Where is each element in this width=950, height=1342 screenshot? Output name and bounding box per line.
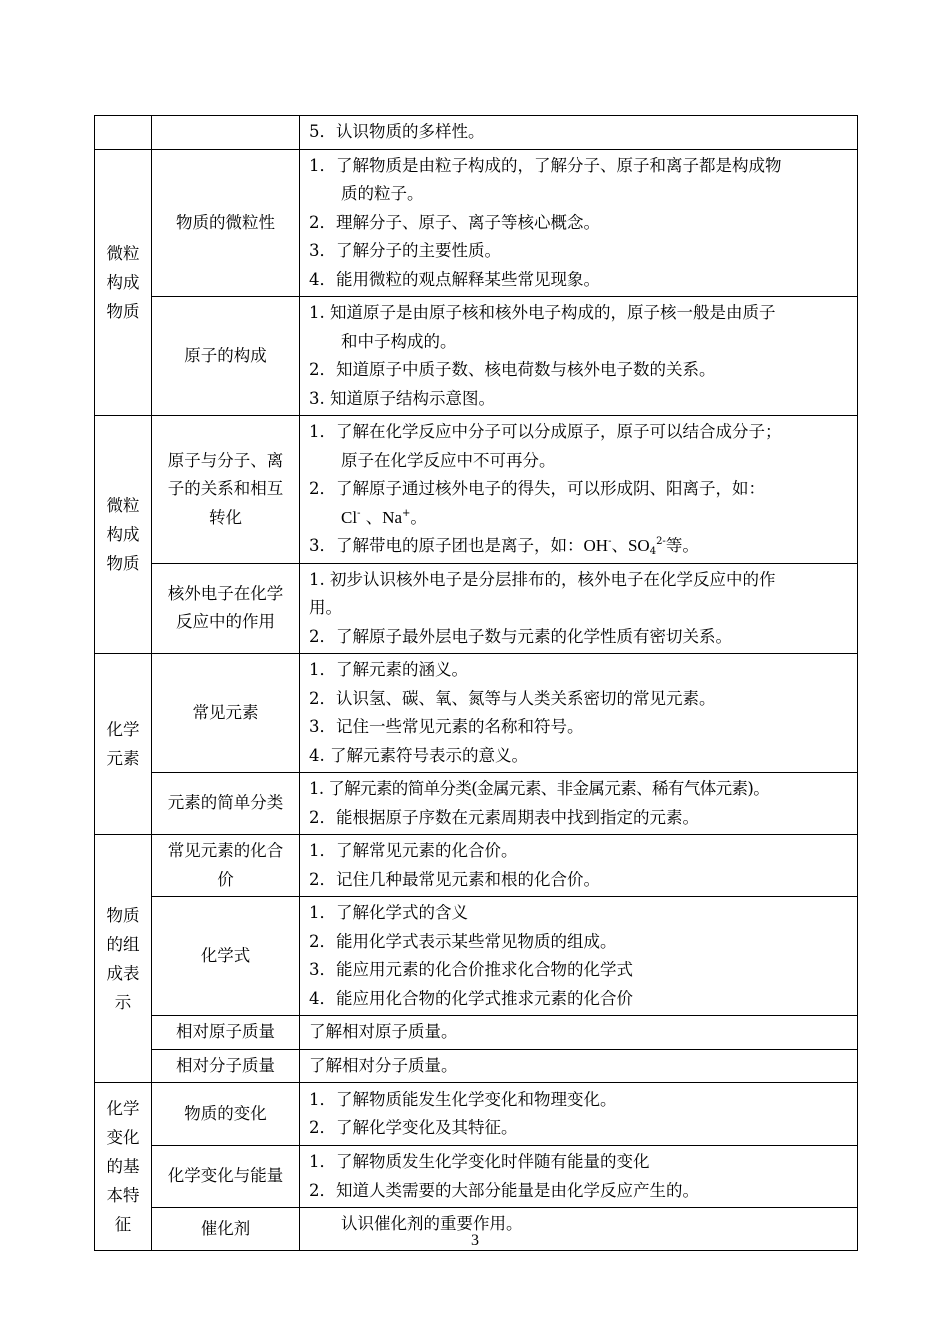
curriculum-table	[94, 115, 858, 1251]
topic-cell: 常见元素	[152, 654, 300, 773]
category-cell	[95, 116, 152, 150]
requirement-item: 4．能用微粒的观点解释某些常见现象。	[309, 269, 600, 289]
requirement-item: 1．了解化学式的含义	[309, 903, 468, 922]
category-cell: 物质的组成表示	[95, 835, 152, 1083]
table-row	[95, 835, 858, 897]
requirement-item: 1. 初步认识核外电子是分层排布的，核外电子在化学反应中的作 用。	[309, 569, 776, 617]
requirement-item: 4．能应用化合物的化学式推求元素的化合价	[309, 988, 633, 1008]
requirement-cell	[300, 149, 858, 297]
requirement-cell	[300, 1016, 858, 1050]
requirement-item: 2．认识氢、碳、氧、氮等与人类关系密切的常见元素。	[309, 688, 716, 708]
requirement-cell	[300, 297, 858, 416]
table-row	[95, 416, 858, 564]
topic-cell	[152, 116, 300, 150]
table-row	[95, 116, 858, 150]
requirement-cell	[300, 1146, 858, 1208]
topic-cell: 核外电子在化学反应中的作用	[152, 563, 300, 654]
requirement-item: 2．了解原子通过核外电子的得失，可以形成阴、阳离子，如：	[309, 479, 765, 498]
topic-cell: 相对原子质量	[152, 1016, 300, 1050]
requirement-item: 3．记住一些常见元素的名称和符号。	[309, 717, 584, 736]
category-cell: 微粒构成物质	[95, 416, 152, 654]
table-row	[95, 897, 858, 1016]
table-row	[95, 297, 858, 416]
requirement-item: 2．知道人类需要的大部分能量是由化学反应产生的。	[309, 1180, 699, 1200]
requirement-item: 1. 知道原子是由原子核和核外电子构成的，原子核一般是由质子 和中子构成的。	[309, 303, 776, 351]
requirement-item: 1．了解物质发生化学变化时伴随有能量的变化	[309, 1152, 650, 1171]
category-cell: 化学元素	[95, 654, 152, 835]
requirement-cell	[300, 1049, 858, 1083]
topic-cell: 化学变化与能量	[152, 1146, 300, 1208]
table-row	[95, 1083, 858, 1146]
requirement-item: 2．能根据原子序数在元素周期表中找到指定的元素。	[309, 807, 699, 827]
requirement-item: 认识催化剂的重要作用。	[341, 1214, 523, 1233]
requirement-item: 1. 了解元素的简单分类(金属元素、非金属元素、稀有气体元素)。	[309, 779, 770, 798]
requirement-item: 了解相对分子质量。	[309, 1055, 458, 1075]
requirement-item: 2．了解化学变化及其特征。	[309, 1118, 518, 1137]
requirement-cell	[300, 1083, 858, 1146]
requirement-cell	[300, 563, 858, 654]
ion-examples: Cl- 、Na+。	[341, 507, 427, 527]
requirement-item: 5．认识物质的多样性。	[309, 122, 485, 141]
requirement-item: 2．能用化学式表示某些常见物质的组成。	[309, 931, 617, 951]
table-row	[95, 654, 858, 773]
topic-cell: 催化剂	[152, 1208, 300, 1251]
topic-cell: 常见元素的化合价	[152, 835, 300, 897]
requirement-cell	[300, 897, 858, 1016]
requirement-cell	[300, 416, 858, 564]
topic-cell: 元素的简单分类	[152, 773, 300, 835]
requirement-item: 1．了解常见元素的化合价。	[309, 841, 518, 860]
requirement-item: 3．能应用元素的化合价推求化合物的化学式	[309, 960, 633, 979]
requirement-item: 2．了解原子最外层电子数与元素的化学性质有密切关系。	[309, 626, 732, 646]
table-row	[95, 1049, 858, 1083]
page-number: 3	[471, 1232, 479, 1249]
topic-cell: 物质的变化	[152, 1083, 300, 1146]
category-cell: 化学变化的基本特征	[95, 1083, 152, 1251]
requirement-item: 1．了解在化学反应中分子可以分成原子，原子可以结合成分子； 原子在化学反应中不可再分。	[309, 422, 782, 470]
table-row	[95, 1016, 858, 1050]
topic-cell: 原子的构成	[152, 297, 300, 416]
topic-cell: 原子与分子、离子的关系和相互转化	[152, 416, 300, 564]
requirement-item: 2．理解分子、原子、离子等核心概念。	[309, 212, 600, 232]
requirement-item: 3. 知道原子结构示意图。	[309, 388, 495, 408]
requirement-item: 1．了解物质能发生化学变化和物理变化。	[309, 1089, 617, 1109]
table-row	[95, 149, 858, 297]
table-row	[95, 773, 858, 835]
requirement-item: 4. 了解元素符号表示的意义。	[309, 745, 528, 765]
table-row	[95, 1146, 858, 1208]
topic-cell: 化学式	[152, 897, 300, 1016]
category-cell: 微粒构成物质	[95, 149, 152, 416]
requirement-cell	[300, 654, 858, 773]
requirement-item: 了解相对原子质量。	[309, 1022, 458, 1041]
requirement-item: 2．知道原子中质子数、核电荷数与核外电子数的关系。	[309, 360, 716, 379]
topic-cell: 相对分子质量	[152, 1049, 300, 1083]
requirement-cell	[300, 773, 858, 835]
topic-cell: 物质的微粒性	[152, 149, 300, 297]
requirement-item: 3．了解带电的原子团也是离子，如：OH-、$SO_4^{2-}$等。	[309, 536, 699, 557]
requirement-cell	[300, 835, 858, 897]
requirement-item: 3．了解分子的主要性质。	[309, 241, 501, 260]
requirement-item: 1．了解物质是由粒子构成的，了解分子、原子和离子都是构成物 质的粒子。	[309, 155, 782, 203]
requirement-cell	[300, 116, 858, 150]
table-row	[95, 563, 858, 654]
requirement-item: 2．记住几种最常见元素和根的化合价。	[309, 869, 600, 889]
requirement-item: 1．了解元素的涵义。	[309, 660, 468, 679]
